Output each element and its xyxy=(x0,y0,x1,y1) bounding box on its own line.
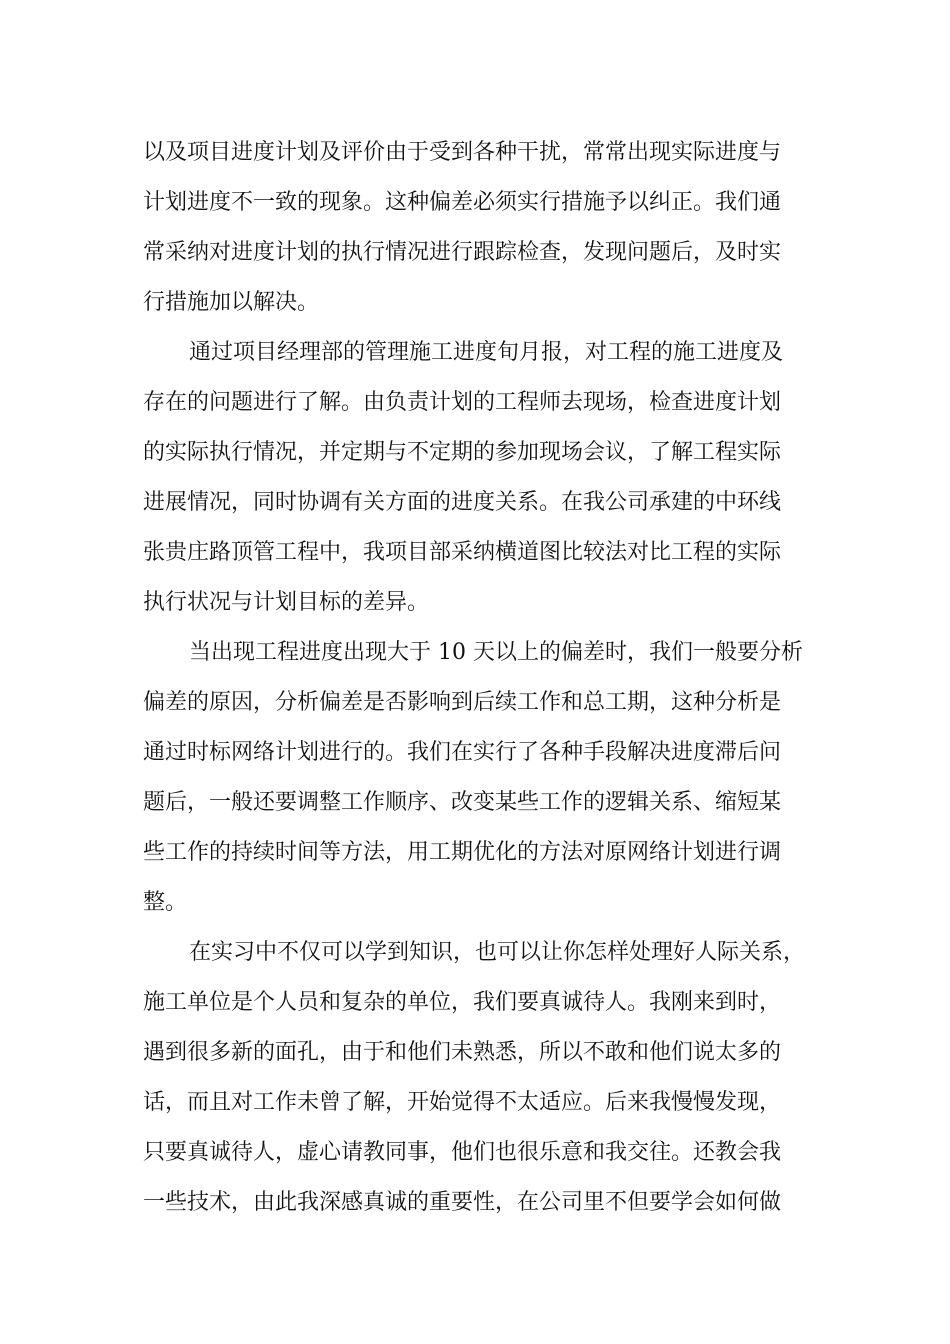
text-line: 些工作的持续时间等方法，用工期优化的方法对原网络计划进行调 xyxy=(143,840,782,865)
text-line: 进展情况，同时协调有关方面的进度关系。在我公司承建的中环线 xyxy=(143,490,782,515)
paragraph-3 xyxy=(143,628,833,928)
text-line: 当出现工程进度出现大于 10 天以上的偏差时，我们一般要分析 xyxy=(189,640,803,665)
paragraph-4 xyxy=(143,928,833,1228)
text-line: 题后，一般还要调整工作顺序、改变某些工作的逻辑关系、缩短某 xyxy=(143,790,782,815)
text-line: 通过项目经理部的管理施工进度旬月报，对工程的施工进度及 xyxy=(189,340,784,365)
text-line: 计划进度不一致的现象。这种偏差必须实行措施予以纠正。我们通 xyxy=(143,190,782,215)
document-body xyxy=(143,128,833,1228)
text-line: 偏差的原因，分析偏差是否影响到后续工作和总工期，这种分析是 xyxy=(143,690,782,715)
paragraph-1 xyxy=(143,128,833,328)
text-line: 一些技术，由此我深感真诚的重要性，在公司里不但要学会如何做 xyxy=(143,1190,782,1215)
text-line: 只要真诚待人，虚心请教同事，他们也很乐意和我交往。还教会我 xyxy=(143,1140,782,1165)
text-line: 遇到很多新的面孔，由于和他们未熟悉，所以不敢和他们说太多的 xyxy=(143,1040,782,1065)
text-line: 在实习中不仅可以学到知识，也可以让你怎样处理好人际关系， xyxy=(189,940,806,965)
text-line: 行措施加以解决。 xyxy=(143,290,320,315)
text-line: 存在的问题进行了解。由负责计划的工程师去现场，检查进度计划 xyxy=(143,390,782,415)
paragraph-2 xyxy=(143,328,833,628)
text-line: 常采纳对进度计划的执行情况进行跟踪检查，发现问题后，及时实 xyxy=(143,240,782,265)
text-line: 执行状况与计划目标的差异。 xyxy=(143,590,430,615)
text-line: 通过时标网络计划进行的。我们在实行了各种手段解决进度滞后问 xyxy=(143,740,782,765)
text-line: 施工单位是个人员和复杂的单位，我们要真诚待人。我刚来到时， xyxy=(143,990,782,1015)
text-line: 整。 xyxy=(143,890,188,915)
text-line: 话，而且对工作未曾了解，开始觉得不太适应。后来我慢慢发现， xyxy=(143,1090,782,1115)
text-line: 的实际执行情况，并定期与不定期的参加现场会议，了解工程实际 xyxy=(143,440,782,465)
text-line: 以及项目进度计划及评价由于受到各种干扰，常常出现实际进度与 xyxy=(143,140,782,165)
text-line: 张贵庄路顶管工程中，我项目部采纳横道图比较法对比工程的实际 xyxy=(143,540,782,565)
